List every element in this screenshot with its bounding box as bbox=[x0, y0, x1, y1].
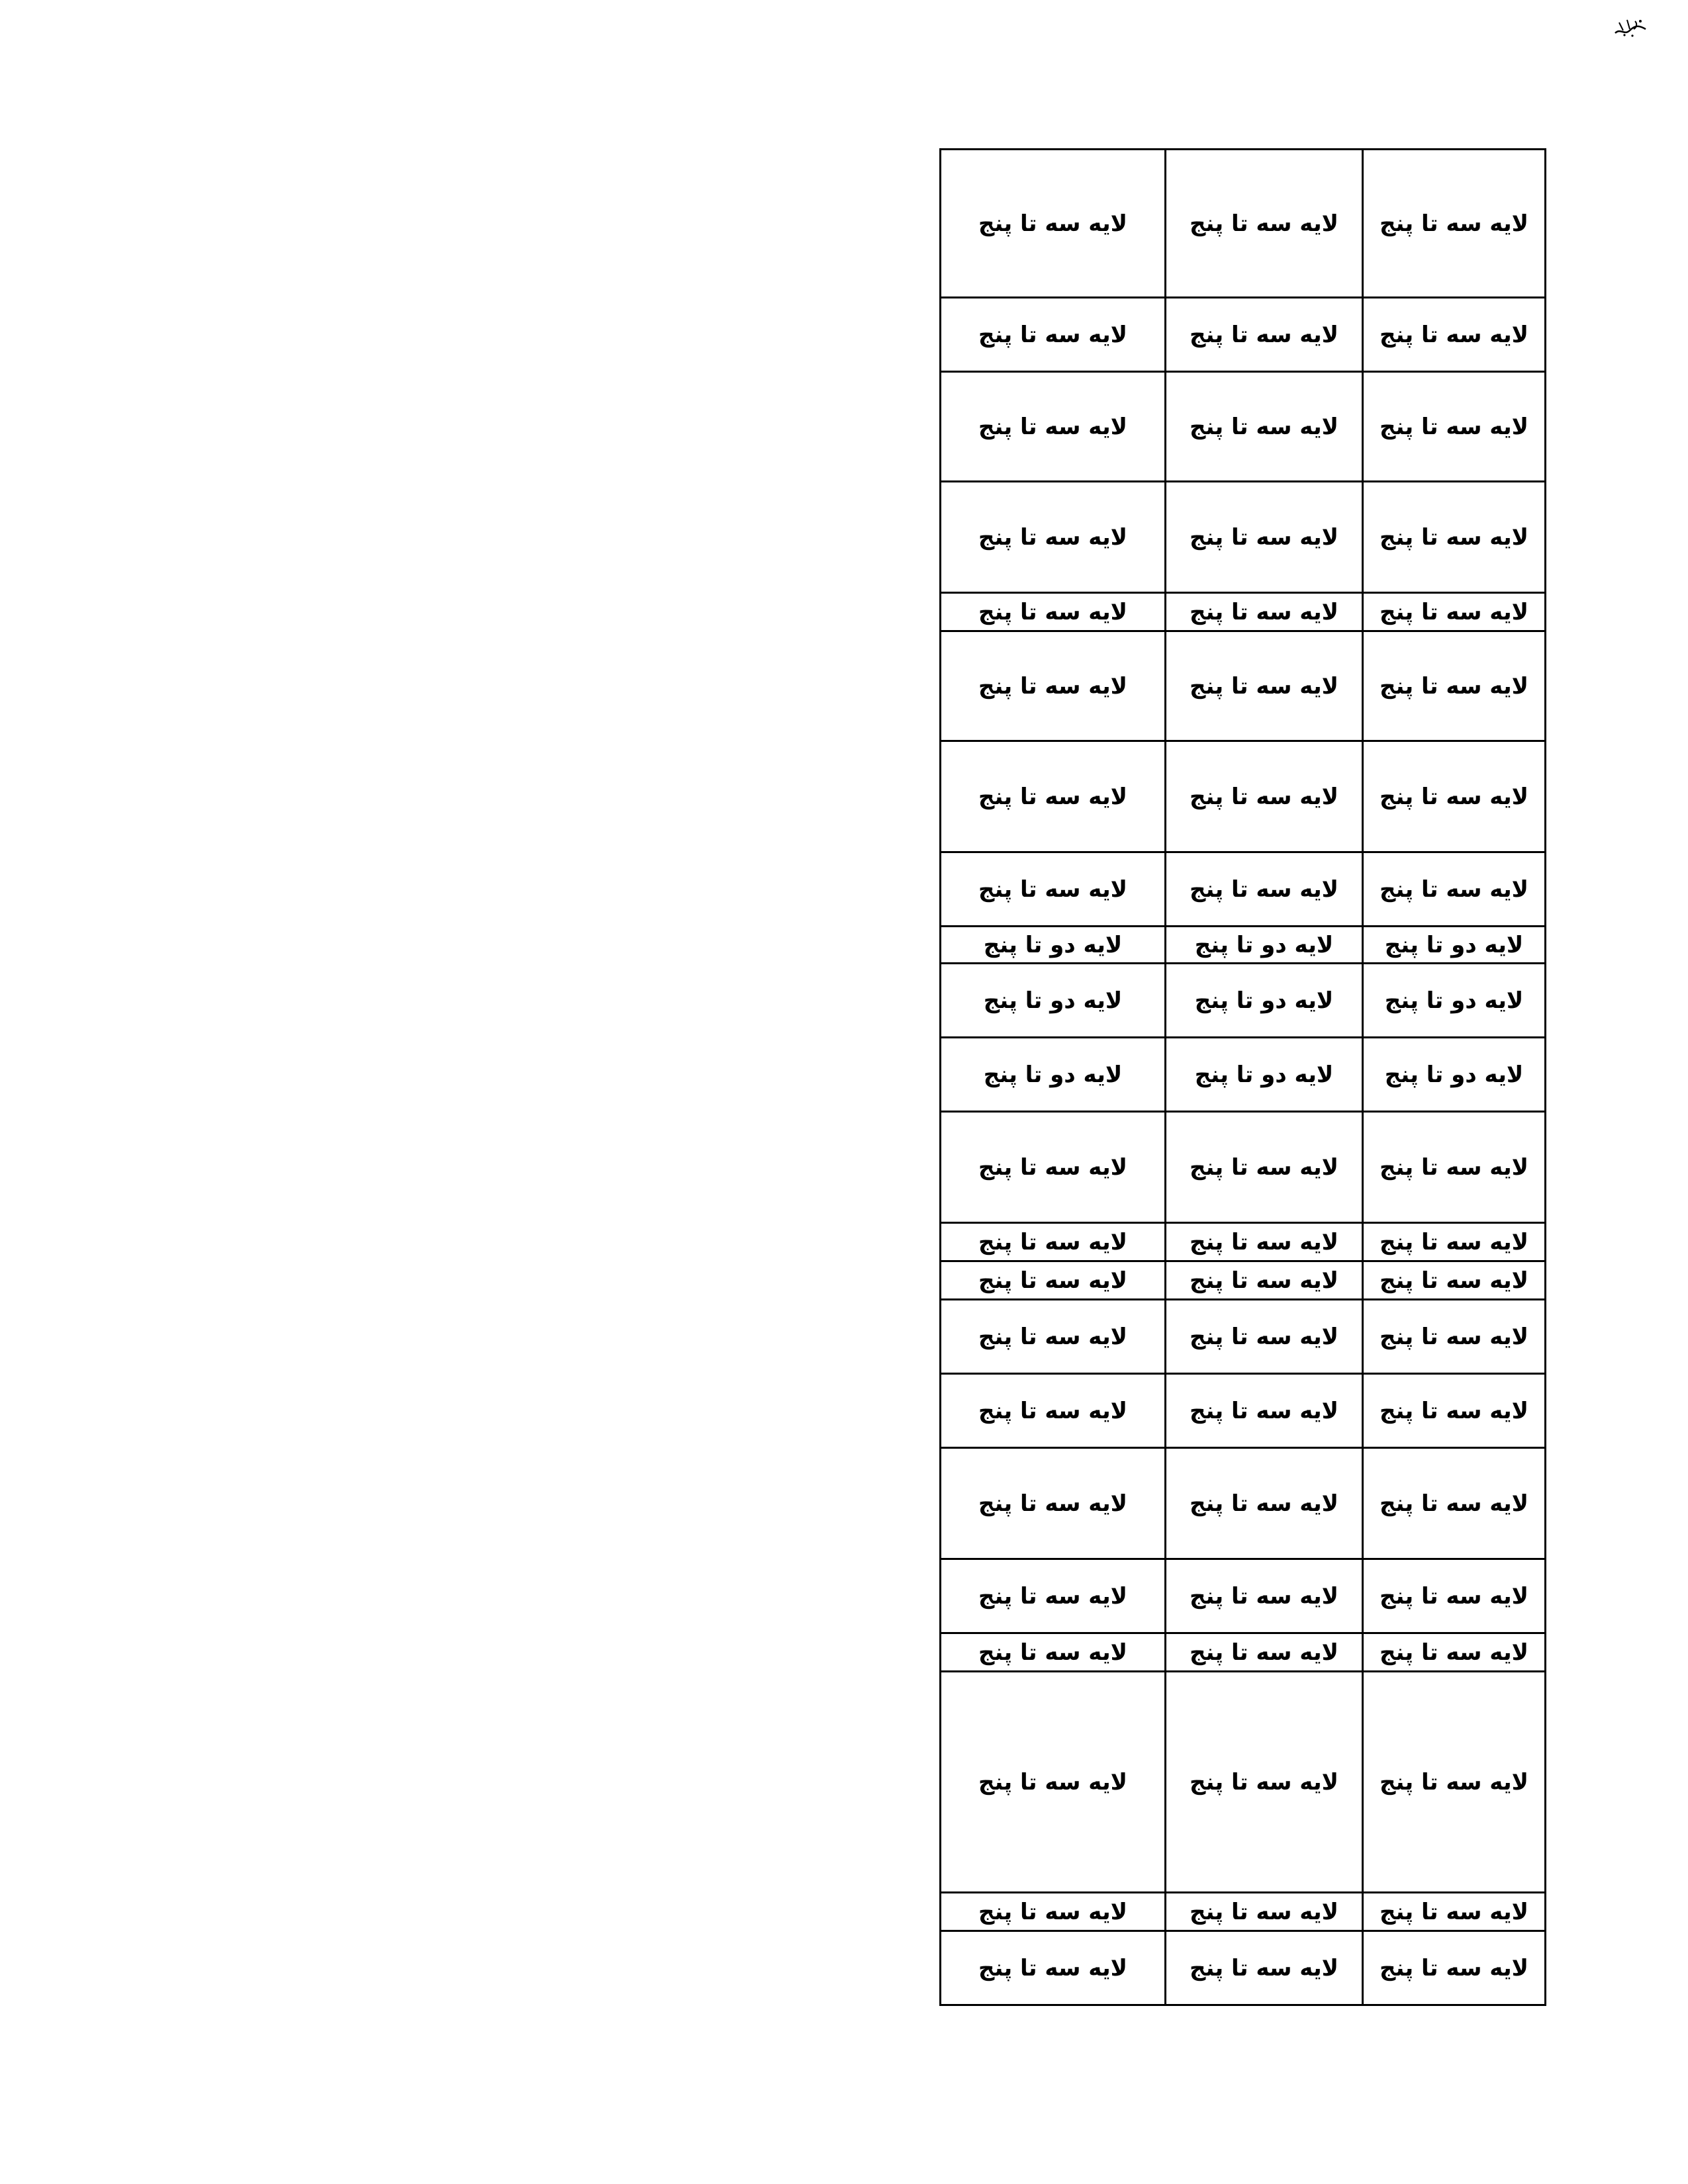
table-cell: لایه سه تا پنج bbox=[941, 482, 1166, 593]
table-row bbox=[941, 298, 1546, 372]
table-row bbox=[941, 1300, 1546, 1374]
table-cell: لایه سه تا پنج bbox=[1166, 1223, 1363, 1261]
table-cell: لایه سه تا پنج bbox=[941, 1633, 1166, 1672]
table-cell: لایه سه تا پنج bbox=[1363, 631, 1546, 741]
table-cell: لایه سه تا پنج bbox=[1363, 741, 1546, 852]
table-cell: لایه سه تا پنج bbox=[1363, 593, 1546, 631]
table-row bbox=[941, 631, 1546, 741]
table-cell: لایه سه تا پنج bbox=[1363, 1261, 1546, 1300]
table-cell: لایه سه تا پنج bbox=[1166, 482, 1363, 593]
table-row bbox=[941, 372, 1546, 482]
table-row bbox=[941, 1038, 1546, 1112]
table-cell: لایه سه تا پنج bbox=[1363, 150, 1546, 298]
table-cell: لایه دو تا پنج bbox=[1166, 927, 1363, 964]
table-cell: لایه دو تا پنج bbox=[941, 927, 1166, 964]
table-row bbox=[941, 1223, 1546, 1261]
table-cell: لایه سه تا پنج bbox=[1166, 741, 1363, 852]
table-cell: لایه سه تا پنج bbox=[1166, 1448, 1363, 1559]
tabnak-semnan-logo bbox=[1613, 13, 1648, 40]
table-cell: لایه سه تا پنج bbox=[1166, 593, 1363, 631]
table-cell: لایه سه تا پنج bbox=[941, 372, 1166, 482]
table-cell: لایه سه تا پنج bbox=[1166, 372, 1363, 482]
table-row bbox=[941, 1893, 1546, 1931]
table-cell: لایه سه تا پنج bbox=[1363, 1374, 1546, 1448]
table-cell: لایه سه تا پنج bbox=[1166, 1633, 1363, 1672]
table-row bbox=[941, 1448, 1546, 1559]
table-row bbox=[941, 150, 1546, 298]
table-row bbox=[941, 964, 1546, 1038]
table-cell: لایه سه تا پنج bbox=[941, 1223, 1166, 1261]
table-cell: لایه سه تا پنج bbox=[941, 1931, 1166, 2005]
table-cell: لایه سه تا پنج bbox=[941, 593, 1166, 631]
table-cell: لایه سه تا پنج bbox=[1166, 1261, 1363, 1300]
table-row bbox=[941, 927, 1546, 964]
table-row bbox=[941, 852, 1546, 927]
table-row bbox=[941, 741, 1546, 852]
table-cell: لایه سه تا پنج bbox=[1363, 1448, 1546, 1559]
table-cell: لایه سه تا پنج bbox=[941, 1300, 1166, 1374]
table-cell: لایه سه تا پنج bbox=[1363, 298, 1546, 372]
table-cell: لایه سه تا پنج bbox=[1363, 1559, 1546, 1633]
table-row bbox=[941, 1261, 1546, 1300]
table-cell: لایه سه تا پنج bbox=[1166, 631, 1363, 741]
table-row bbox=[941, 1633, 1546, 1672]
table-cell: لایه سه تا پنج bbox=[941, 1893, 1166, 1931]
table-cell: لایه سه تا پنج bbox=[1363, 1633, 1546, 1672]
table-row bbox=[941, 482, 1546, 593]
table-cell: لایه سه تا پنج bbox=[1363, 1223, 1546, 1261]
table-cell: لایه سه تا پنج bbox=[1363, 1112, 1546, 1223]
table-row bbox=[941, 1374, 1546, 1448]
table-cell: لایه سه تا پنج bbox=[1166, 298, 1363, 372]
table-row bbox=[941, 1112, 1546, 1223]
table-cell: لایه سه تا پنج bbox=[941, 150, 1166, 298]
table-cell: لایه سه تا پنج bbox=[1363, 1672, 1546, 1893]
table-cell: لایه سه تا پنج bbox=[1363, 1300, 1546, 1374]
table-cell: لایه سه تا پنج bbox=[941, 1448, 1166, 1559]
table-cell: لایه سه تا پنج bbox=[1166, 852, 1363, 927]
table-cell: لایه سه تا پنج bbox=[1166, 1931, 1363, 2005]
table-cell: لایه سه تا پنج bbox=[941, 1374, 1166, 1448]
table-cell: لایه سه تا پنج bbox=[1166, 1112, 1363, 1223]
table-cell: لایه سه تا پنج bbox=[1166, 1300, 1363, 1374]
table-cell: لایه سه تا پنج bbox=[1363, 852, 1546, 927]
table-cell: لایه سه تا پنج bbox=[1363, 482, 1546, 593]
table-row bbox=[941, 1559, 1546, 1633]
table-cell: لایه سه تا پنج bbox=[941, 1559, 1166, 1633]
table-cell: لایه سه تا پنج bbox=[941, 1672, 1166, 1893]
table-cell: لایه سه تا پنج bbox=[1166, 150, 1363, 298]
layers-table bbox=[939, 148, 1546, 2006]
table-cell: لایه سه تا پنج bbox=[1166, 1893, 1363, 1931]
table-cell: لایه دو تا پنج bbox=[1166, 1038, 1363, 1112]
table-cell: لایه سه تا پنج bbox=[1363, 1931, 1546, 2005]
table-cell: لایه دو تا پنج bbox=[1363, 964, 1546, 1038]
table-cell: لایه سه تا پنج bbox=[1363, 1893, 1546, 1931]
table-cell: لایه دو تا پنج bbox=[1363, 927, 1546, 964]
table-cell: لایه دو تا پنج bbox=[1363, 1038, 1546, 1112]
table-cell: لایه سه تا پنج bbox=[941, 1261, 1166, 1300]
table-cell: لایه سه تا پنج bbox=[941, 741, 1166, 852]
table-row bbox=[941, 593, 1546, 631]
table-cell: لایه سه تا پنج bbox=[1166, 1559, 1363, 1633]
table-cell: لایه سه تا پنج bbox=[941, 631, 1166, 741]
table-cell: لایه سه تا پنج bbox=[941, 852, 1166, 927]
table-row bbox=[941, 1931, 1546, 2005]
table-cell: لایه سه تا پنج bbox=[941, 1112, 1166, 1223]
table-cell: لایه سه تا پنج bbox=[1166, 1672, 1363, 1893]
table-cell: لایه سه تا پنج bbox=[941, 298, 1166, 372]
table-cell: لایه دو تا پنج bbox=[941, 964, 1166, 1038]
table-cell: لایه سه تا پنج bbox=[1363, 372, 1546, 482]
table-cell: لایه سه تا پنج bbox=[1166, 1374, 1363, 1448]
table-cell: لایه دو تا پنج bbox=[941, 1038, 1166, 1112]
table-row bbox=[941, 1672, 1546, 1893]
table-cell: لایه دو تا پنج bbox=[1166, 964, 1363, 1038]
